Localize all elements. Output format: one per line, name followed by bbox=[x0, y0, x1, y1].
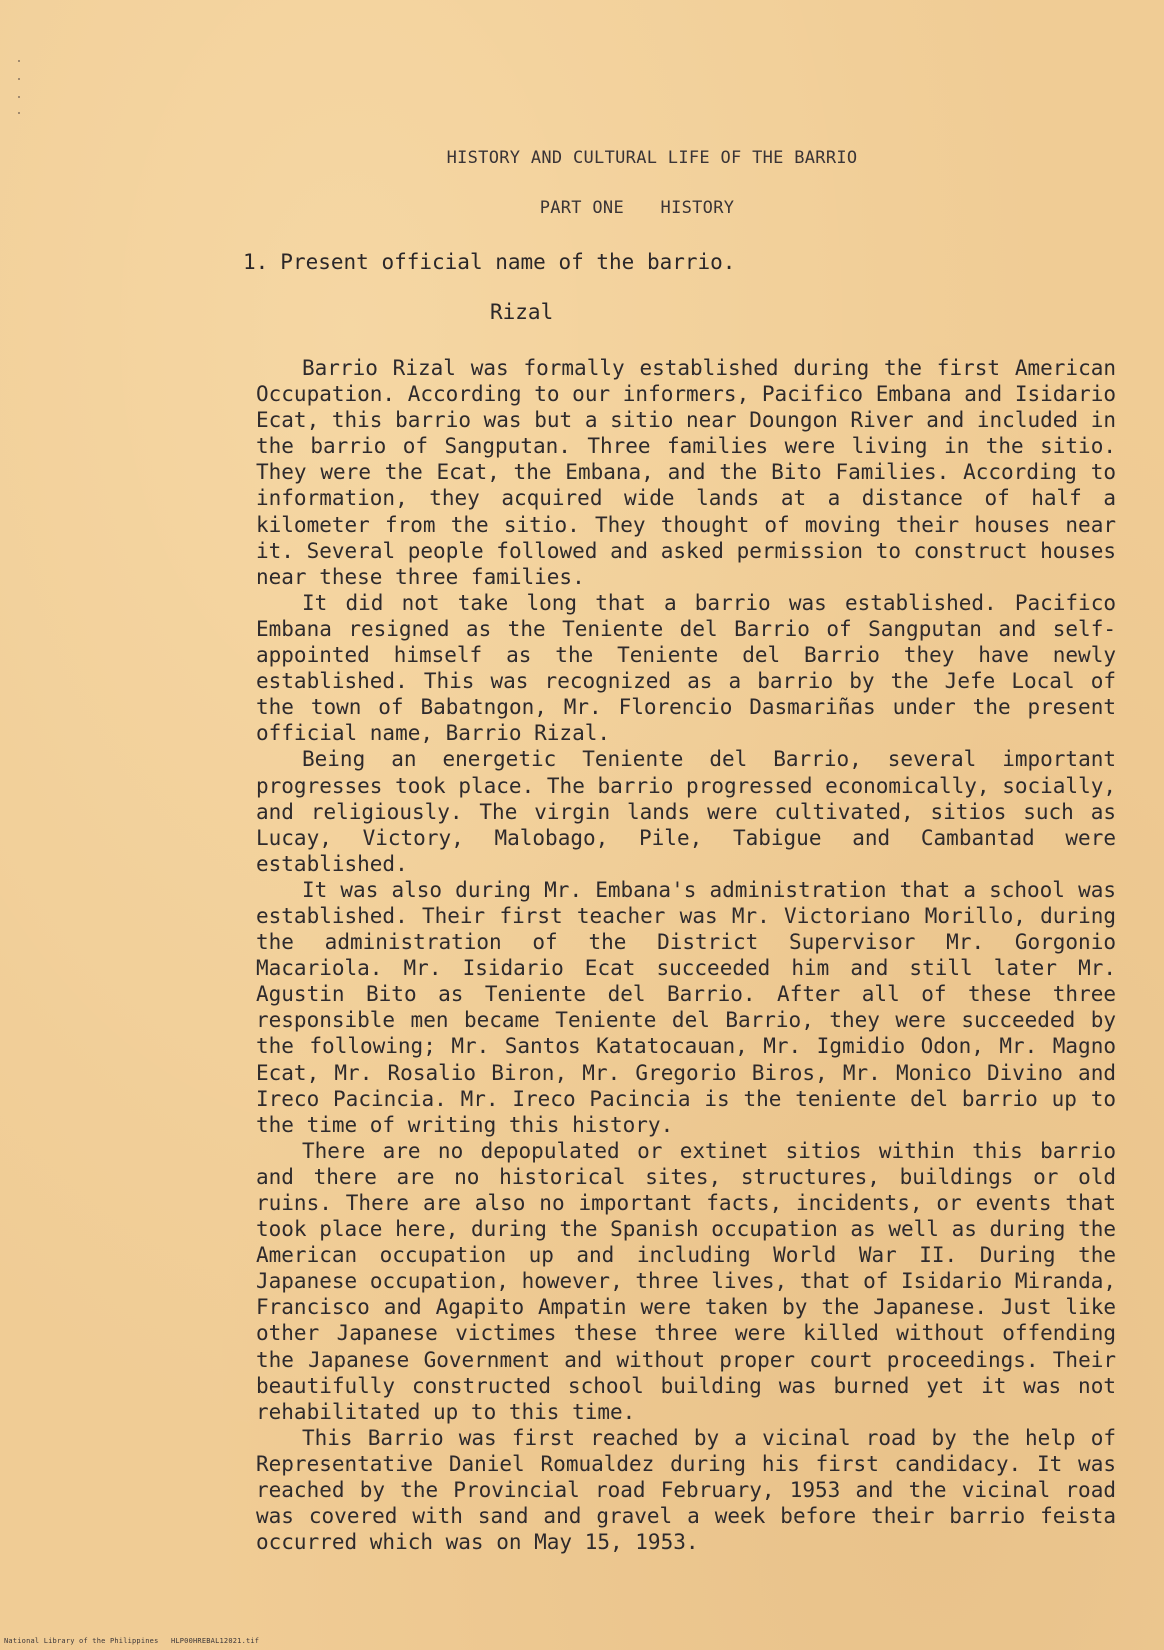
margin-mark bbox=[18, 78, 20, 80]
question-number: 1. bbox=[243, 250, 269, 274]
document-title: HISTORY AND CULTURAL LIFE OF THE BARRIO bbox=[446, 148, 858, 168]
barrio-name-answer: Rizal bbox=[490, 300, 554, 324]
paragraph: It was also during Mr. Embana's administration that a school was established. Their first teacher was Mr. Victoriano Morillo, during the administration of the District Supervisor Mr. Gorgonio Macariola. Mr. Isidario Ecat succeeded him and still later Mr. Agustin Bito as Teniente del Barrio. After all of these three responsible men became Teniente del Barrio, they were succeeded by the following; Mr. Santos Katatocauan, Mr. Igmidio Odon, Mr. Magno Ecat, Mr. Rosalio Biron, Mr. Gregorio Biros, Mr. Monico Divino and Ireco Pacincia. Mr. Ireco Pacincia is the teniente del barrio up to the time of writing this history. bbox=[256, 877, 1116, 1137]
paragraph: There are no depopulated or extinet sitios within this barrio and there are no historical sites, structures, buildings or old ruins. There are also no important facts, incidents, or events that took place here, during the Spanish occupation as well as during the American occupation up and including World War II. During the Japanese occupation, however, three lives, that of Isidario Miranda, Francisco and Agapito Ampatin were taken by the Japanese. Just like other Japanese victimes these three were killed without offending the Japanese Government and without proper court proceedings. Their beautifully constructed school building was burned yet it was not rehabilitated up to this time. bbox=[256, 1138, 1116, 1424]
margin-mark bbox=[18, 60, 20, 62]
file-id: HLP00HREBAL12021.tif bbox=[170, 1637, 260, 1645]
paragraph: Being an energetic Teniente del Barrio, several important progresses took place. The barrio progressed economically, socially, and religiously. The virgin lands were cultivated, sitios such as Lucay, Victory, Malobago, Pile, Tabigue and Cambantad were established. bbox=[256, 747, 1116, 876]
part-heading bbox=[0, 198, 1164, 218]
paragraph: Barrio Rizal was formally established during the first American Occupation. According to our informers, Pacifico Embana and Isidario Ecat, this barrio was but a sitio near Doungon River and included in the barrio of Sangputan. Three families were living in the sitio. They were the Ecat, the Embana, and the Bito Families. According to information, they acquired wide lands at a distance of half a kilometer from the sitio. They thought of moving their houses near it. Several people followed and asked permission to construct houses near these three families. bbox=[256, 356, 1116, 589]
question bbox=[243, 250, 735, 274]
history-body bbox=[256, 355, 1116, 1555]
question-text: Present official name of the barrio. bbox=[280, 250, 736, 274]
margin-mark bbox=[18, 112, 20, 114]
section-label: HISTORY bbox=[660, 198, 735, 218]
paragraph: This Barrio was first reached by a vicinal road by the help of Representative Daniel Romualdez during his first candidacy. It was reached by the Provincial road February, 1953 and the vicinal road was covered with sand and gravel a week before their barrio feista occurred which was on May 15, 1953. bbox=[256, 1425, 1116, 1555]
part-label: PART ONE bbox=[539, 198, 624, 218]
scan-footer bbox=[4, 1637, 259, 1645]
margin-mark bbox=[18, 96, 20, 98]
library-credit: National Library of the Philippines bbox=[4, 1637, 159, 1645]
paragraph: It did not take long that a barrio was established. Pacifico Embana resigned as the Teniente del Barrio of Sangputan and self-appointed himself as the Teniente del Barrio they have newly established. This was recognized as a barrio by the Jefe Local of the town of Babatngon, Mr. Florencio Dasmariñas under the present official name, Barrio Rizal. bbox=[256, 590, 1116, 746]
